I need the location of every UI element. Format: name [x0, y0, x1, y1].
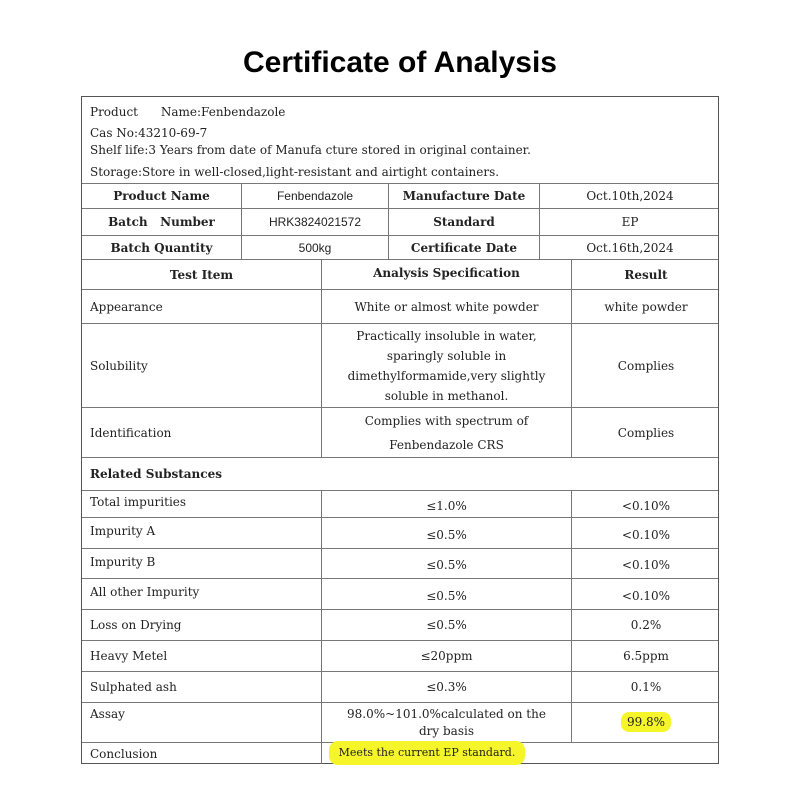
product-name-line: Product Name:Fenbendazole [90, 105, 286, 119]
row-item-impurity-a: Impurity A [90, 524, 156, 538]
product-header [82, 97, 718, 183]
cas-number-line: Cas No:43210-69-7 [90, 126, 208, 140]
assay-result-highlight: 99.8% [621, 712, 671, 732]
row-result-appearance: white powder [604, 299, 688, 314]
row-spec-assay: 98.0%~101.0%calculated on the dry basis [347, 707, 546, 738]
manufacture-date-label: Manufacture Date [402, 189, 526, 203]
row-item-loss-on-drying: Loss on Drying [90, 618, 182, 632]
row-item-sulphated-ash: Sulphated ash [90, 680, 177, 694]
row-item-all-other-impurity: All other Impurity [90, 585, 200, 599]
related-substances-heading: Related Substances [90, 467, 222, 481]
row-item-impurity-b: Impurity B [90, 555, 156, 569]
conclusion-label: Conclusion [90, 747, 158, 761]
row-result-impurity-a: <0.10% [621, 528, 671, 542]
row-spec-solubility: Practically insoluble in water, sparingly soluble in dimethylformamide,very slightly soluble in methanol. [347, 328, 546, 403]
row-spec-impurity-b: ≤0.5% [426, 558, 467, 572]
row-item-identification: Identification [90, 425, 172, 440]
row-spec-impurity-a: ≤0.5% [426, 528, 467, 542]
product-name-value: Fenbendazole [276, 189, 354, 203]
batch-quantity-value: 500kg [298, 240, 332, 255]
row-spec-appearance: White or almost white powder [354, 299, 539, 314]
row-spec-total-impurities: ≤1.0% [426, 499, 467, 513]
row-result-sulphated-ash: 0.1% [630, 680, 662, 694]
header-specification: Analysis Specification [373, 265, 520, 280]
row-spec-loss-on-drying: ≤0.5% [426, 618, 467, 632]
row-item-solubility: Solubility [90, 358, 148, 373]
batch-number-label: Batch Number [108, 215, 215, 229]
batch-quantity-label: Batch Quantity [110, 240, 213, 255]
standard-value: EP [621, 215, 639, 229]
row-item-heavy-metal: Heavy Metel [90, 649, 168, 663]
row-spec-all-other-impurity: ≤0.5% [426, 589, 467, 603]
row-item-assay: Assay [90, 707, 125, 721]
row-result-loss-on-drying: 0.2% [630, 618, 662, 632]
manufacture-date-value: Oct.10th,2024 [586, 189, 674, 203]
certificate-document [81, 96, 719, 764]
row-result-solubility: Complies [617, 358, 675, 373]
row-result-total-impurities: <0.10% [621, 499, 671, 513]
header-test-item: Test Item [169, 267, 234, 282]
row-spec-heavy-metal: ≤20ppm [420, 649, 473, 663]
row-result-impurity-b: <0.10% [621, 558, 671, 572]
row-result-identification: Complies [617, 425, 675, 440]
shelf-life-line: Shelf life:3 Years from date of Manufa cture stored in original container. [90, 143, 531, 157]
row-result-all-other-impurity: <0.10% [621, 589, 671, 603]
row-item-appearance: Appearance [90, 299, 163, 314]
header-result: Result [624, 267, 668, 282]
certificate-date-value: Oct.16th,2024 [586, 240, 674, 255]
batch-number-value: HRK3824021572 [268, 215, 362, 229]
row-item-total-impurities: Total impurities [90, 495, 187, 509]
storage-line: Storage:Store in well-closed,light-resistant and airtight containers. [90, 165, 500, 179]
conclusion-value: Meets the current EP standard. [329, 741, 526, 765]
product-name-label: Product Name [113, 189, 210, 203]
row-spec-sulphated-ash: ≤0.3% [426, 680, 467, 694]
page-title: Certificate of Analysis [243, 46, 557, 79]
row-spec-identification: Complies with spectrum of Fenbendazole CRS [364, 413, 529, 452]
certificate-date-label: Certificate Date [410, 240, 518, 255]
row-result-heavy-metal: 6.5ppm [623, 649, 669, 663]
standard-label: Standard [433, 215, 495, 229]
